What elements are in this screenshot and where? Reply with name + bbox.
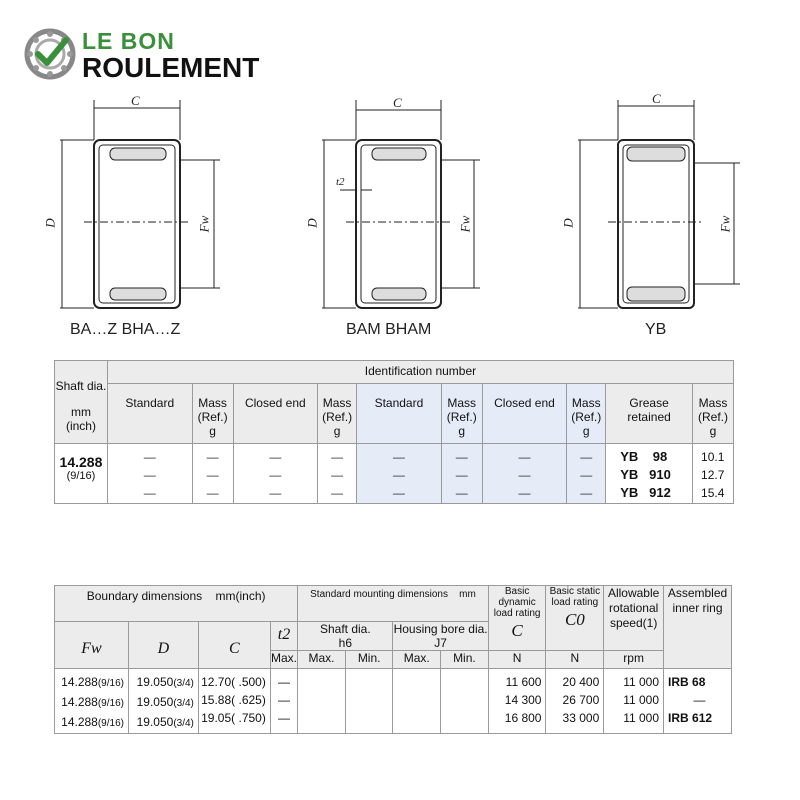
dash: — xyxy=(518,486,531,500)
housing-max: Max. xyxy=(393,651,441,669)
shaft-unit-mm: mm xyxy=(70,405,91,419)
std-mount-header xyxy=(298,586,489,622)
dim-fw-1: Fw xyxy=(196,215,212,233)
shaft-dia-label: Shaft dia. xyxy=(55,379,107,393)
d-fraction: (3/4) xyxy=(173,718,194,729)
fw-number: 14.288 xyxy=(61,715,98,729)
d-value xyxy=(129,713,194,733)
col-closed-1: Closed end xyxy=(233,384,318,444)
d-value xyxy=(129,693,194,713)
stat-header xyxy=(546,586,604,651)
yb-mass: 10.1 xyxy=(701,450,725,464)
dash: — xyxy=(206,486,219,500)
d-value xyxy=(129,673,194,693)
dim-t2: t2 xyxy=(336,176,345,188)
g-label: g xyxy=(709,424,717,438)
c-value: 15.88( .625) xyxy=(201,693,266,707)
speed-value: 11 000 xyxy=(623,693,660,707)
ref-label: (Ref.) xyxy=(197,410,228,424)
yb-code: YB xyxy=(620,485,639,500)
fw-fraction: (9/16) xyxy=(97,698,124,709)
yb-code: YB xyxy=(620,449,639,464)
col-closed-2: Closed end xyxy=(482,384,567,444)
stat-value: 26 700 xyxy=(562,693,600,707)
col-grease: Grease retained xyxy=(606,384,693,444)
shaft-unit-inch: (inch) xyxy=(65,419,96,433)
fw-number: 14.288 xyxy=(61,675,98,689)
allow-header: Allowable rotational speed(1) xyxy=(604,586,664,651)
col-mass-5 xyxy=(693,384,734,444)
boundary-unit: mm(inch) xyxy=(215,589,266,603)
fw-value xyxy=(55,693,124,713)
housing-min-cell xyxy=(441,669,489,734)
fw-value xyxy=(55,673,124,693)
dash: — xyxy=(392,450,405,464)
dim-fw-3: Fw xyxy=(717,215,733,233)
shaft-value: 14.288 xyxy=(59,454,103,470)
dash: — xyxy=(580,486,593,500)
c-value: 19.05( .750) xyxy=(201,711,266,725)
dash: — xyxy=(269,486,282,500)
t2-max: Max. xyxy=(270,651,297,669)
dim-d-1: D xyxy=(42,218,58,228)
col-mass-4 xyxy=(567,384,606,444)
housing-max-cell xyxy=(393,669,441,734)
fw-value xyxy=(55,713,124,733)
shaft-min: Min. xyxy=(345,651,393,669)
drawing-label-ba: BA…Z BHA…Z xyxy=(70,321,181,338)
shaft-h6-header xyxy=(298,622,393,651)
yb-mass: 12.7 xyxy=(701,468,725,482)
ref-label: (Ref.) xyxy=(322,410,353,424)
ring-value: — xyxy=(693,693,706,707)
dash: — xyxy=(269,450,282,464)
dim-d-2: D xyxy=(304,218,320,228)
stat-value: 20 400 xyxy=(562,675,600,689)
dash: — xyxy=(455,486,468,500)
speed-unit: rpm xyxy=(604,651,664,669)
dash: — xyxy=(455,450,468,464)
housing-label: Housing bore dia. xyxy=(393,622,488,636)
shaft-max-cell xyxy=(298,669,346,734)
g-label: g xyxy=(209,424,216,438)
identification-table xyxy=(54,360,734,504)
t2-value: — xyxy=(278,693,291,707)
stat-value: 33 000 xyxy=(562,711,600,725)
bearing-drawings xyxy=(0,0,800,350)
yb-num: 910 xyxy=(649,467,671,482)
dimensions-table xyxy=(54,585,732,734)
dash: — xyxy=(580,468,593,482)
housing-min: Min. xyxy=(441,651,489,669)
dash: — xyxy=(518,450,531,464)
fw-number: 14.288 xyxy=(61,695,98,709)
dim-d-3: D xyxy=(560,218,576,228)
dash: — xyxy=(331,468,344,482)
t2-symbol: t2 xyxy=(277,626,291,643)
mass-label: Mass xyxy=(198,396,227,410)
d-number: 19.050 xyxy=(136,715,174,729)
dyn-label: Basic dynamic load rating xyxy=(493,586,541,619)
ring-value: IRB 612 xyxy=(668,711,713,725)
yb-num: 912 xyxy=(649,485,671,500)
dim-c-3: C xyxy=(652,91,661,106)
dash: — xyxy=(143,486,156,500)
std-mount-label: Standard mounting dimensions xyxy=(310,589,448,600)
stat-unit: N xyxy=(546,651,604,669)
dash: — xyxy=(455,468,468,482)
dash: — xyxy=(206,468,219,482)
mass-label: Mass xyxy=(322,396,352,410)
ref-label: (Ref.) xyxy=(571,410,602,424)
dash: — xyxy=(392,486,405,500)
dyn-value: 16 800 xyxy=(504,711,542,725)
j7-label: J7 xyxy=(434,636,447,650)
g-label: g xyxy=(458,424,466,438)
identification-header: Identification number xyxy=(107,361,733,384)
dash: — xyxy=(143,468,156,482)
d-symbol: D xyxy=(157,640,170,657)
col-standard-2: Standard xyxy=(357,384,442,444)
ref-label: (Ref.) xyxy=(446,410,477,424)
shaft-min-cell xyxy=(345,669,393,734)
fw-fraction: (9/16) xyxy=(97,718,124,729)
dyn-symbol: C xyxy=(511,621,523,640)
dyn-value: 14 300 xyxy=(504,693,542,707)
yb-98 xyxy=(620,448,692,466)
speed-value: 11 000 xyxy=(623,675,660,689)
assembled-header: Assembled inner ring xyxy=(664,586,732,669)
dash: — xyxy=(143,450,156,464)
stat-label: Basic static load rating xyxy=(549,586,601,608)
yb-910 xyxy=(620,466,692,484)
col-mass-2 xyxy=(318,384,357,444)
dash: — xyxy=(580,450,593,464)
col-mass-1 xyxy=(192,384,233,444)
c-value: 12.70( .500) xyxy=(201,675,266,689)
h6-label: h6 xyxy=(338,636,353,650)
d-fraction: (3/4) xyxy=(173,678,194,689)
fw-symbol: Fw xyxy=(81,640,102,657)
boundary-header xyxy=(55,586,298,622)
dim-c-2: C xyxy=(393,95,402,110)
dim-fw-2: Fw xyxy=(457,215,473,233)
dyn-header xyxy=(488,586,546,651)
speed-value: 11 000 xyxy=(623,711,660,725)
t2-value: — xyxy=(278,675,291,689)
c-symbol: C xyxy=(229,640,240,657)
dash: — xyxy=(392,468,405,482)
t2-value: — xyxy=(278,711,291,725)
stat-symbol: C0 xyxy=(564,610,585,629)
dyn-value: 11 600 xyxy=(505,675,542,689)
ref-label: (Ref.) xyxy=(698,410,728,424)
g-label: g xyxy=(582,424,590,438)
boundary-label: Boundary dimensions xyxy=(86,589,203,603)
d-number: 19.050 xyxy=(136,695,174,709)
mass-label: Mass xyxy=(447,396,477,410)
shaft-inch: (9/16) xyxy=(66,470,96,482)
g-label: g xyxy=(333,424,341,438)
drawing-label-yb: YB xyxy=(645,321,667,338)
shaft-label: Shaft dia. xyxy=(319,622,371,636)
housing-j7-header xyxy=(393,622,488,651)
dyn-unit: N xyxy=(488,651,546,669)
yb-912 xyxy=(620,484,692,502)
brand-line1: LE BON xyxy=(82,28,175,54)
col-standard-1: Standard xyxy=(107,384,192,444)
std-mount-unit: mm xyxy=(459,589,476,600)
dash: — xyxy=(331,450,344,464)
d-number: 19.050 xyxy=(136,675,174,689)
brand-line2: ROULEMENT xyxy=(82,52,260,83)
yb-mass: 15.4 xyxy=(701,486,725,500)
yb-num: 98 xyxy=(652,449,668,464)
dash: — xyxy=(518,468,531,482)
yb-code: YB xyxy=(620,467,639,482)
dash: — xyxy=(206,450,219,464)
ring-value: IRB 68 xyxy=(668,675,706,689)
dim-c-1: C xyxy=(131,93,140,108)
shaft-max: Max. xyxy=(298,651,346,669)
dash: — xyxy=(269,468,282,482)
mass-label: Mass xyxy=(698,396,728,410)
dash: — xyxy=(331,486,344,500)
mass-label: Mass xyxy=(571,396,601,410)
fw-fraction: (9/16) xyxy=(97,678,124,689)
drawing-label-bam: BAM BHAM xyxy=(346,321,432,338)
col-mass-3 xyxy=(441,384,482,444)
d-fraction: (3/4) xyxy=(173,698,194,709)
